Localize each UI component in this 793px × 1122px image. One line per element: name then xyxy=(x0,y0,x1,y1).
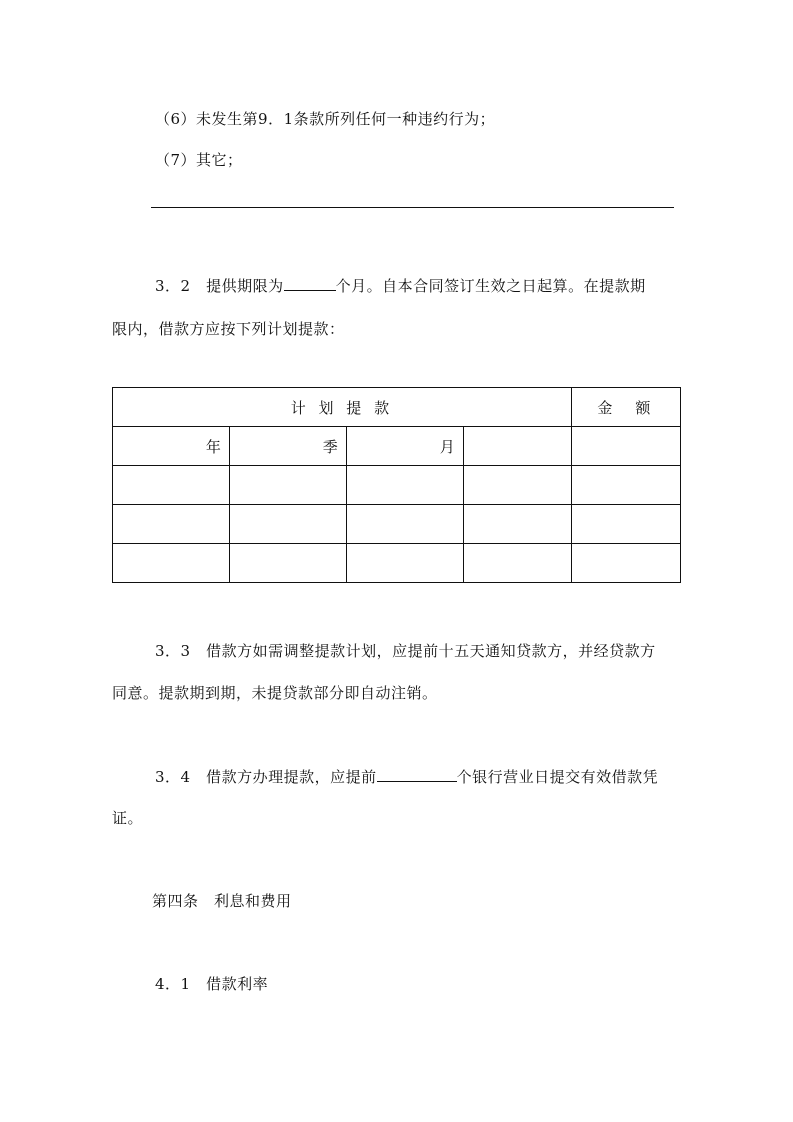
months-blank xyxy=(284,275,336,291)
table-cell xyxy=(113,505,230,544)
table-cell xyxy=(113,544,230,583)
table-cell xyxy=(346,466,463,505)
table-cell xyxy=(229,466,346,505)
clause-3-2-text-a: 3．2 提供期限为 xyxy=(155,277,284,295)
month-header: 月 xyxy=(346,427,463,466)
table-cell xyxy=(346,505,463,544)
clause-3-3-line1: 3．3 借款方如需调整提款计划，应提前十五天通知贷款方，并经贷款方 xyxy=(155,642,656,660)
withdrawal-plan-table xyxy=(112,387,681,583)
table-cell xyxy=(463,466,571,505)
plan-header: 计 划 提 款 xyxy=(113,388,572,427)
clause-3-2-line1 xyxy=(155,275,646,296)
clause-3-2-text-b: 个月。自本合同签订生效之日起算。在提款期 xyxy=(335,277,646,295)
clause-3-3-line2: 同意。提款期到期，未提贷款部分即自动注销。 xyxy=(112,684,438,702)
article-4-title: 第四条 利息和费用 xyxy=(152,892,292,910)
days-blank xyxy=(377,766,457,782)
year-header: 年 xyxy=(113,427,230,466)
table-cell xyxy=(229,544,346,583)
amount-header: 金 额 xyxy=(571,388,680,427)
fill-in-line xyxy=(151,207,674,208)
table-cell xyxy=(571,544,680,583)
clause-3-4-text-b: 个银行营业日提交有效借款凭 xyxy=(456,768,659,786)
table-subheader-row xyxy=(113,427,681,466)
clause-3-2-line2: 限内，借款方应按下列计划提款： xyxy=(112,320,345,338)
table-cell xyxy=(113,466,230,505)
table-cell xyxy=(571,466,680,505)
clause-item-6: （6）未发生第9．1条款所列任何一种违约行为； xyxy=(155,110,496,128)
clause-3-4-text-a: 3．4 借款方办理提款，应提前 xyxy=(155,768,377,786)
season-header: 季 xyxy=(229,427,346,466)
clause-3-4-line1 xyxy=(155,766,658,787)
table-cell xyxy=(346,544,463,583)
clause-item-7: （7）其它； xyxy=(155,151,243,169)
table-header-row xyxy=(113,388,681,427)
table-row xyxy=(113,466,681,505)
clause-3-4-line2: 证。 xyxy=(112,809,144,827)
table-row xyxy=(113,505,681,544)
table-row xyxy=(113,544,681,583)
table-cell xyxy=(463,505,571,544)
table-cell xyxy=(229,505,346,544)
table-cell xyxy=(571,505,680,544)
table-cell xyxy=(463,544,571,583)
table-cell xyxy=(463,427,571,466)
table-cell xyxy=(571,427,680,466)
clause-4-1: 4．1 借款利率 xyxy=(155,975,269,993)
